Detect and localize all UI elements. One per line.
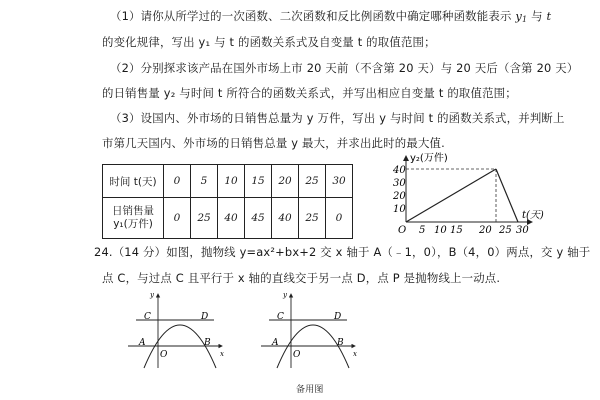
table-cell: 0: [326, 198, 353, 239]
table-cell: 25: [299, 165, 326, 198]
q1-line1: （1）请你从所学过的一次函数、二次函数和反比例函数中确定哪种函数能表示 $y_1$ 与 t: [110, 9, 552, 24]
spare-parabola-figure: [253, 290, 373, 370]
falling-segment: [496, 169, 518, 222]
table-cell: 0: [164, 165, 191, 198]
point-a-label: A: [139, 338, 146, 348]
y-label: y: [283, 291, 287, 299]
table-cell: 25: [299, 198, 326, 239]
y-tick-label: 30: [393, 178, 406, 189]
x-tick-label: 5: [419, 225, 426, 236]
y2-axis-label: y₂(万件): [410, 153, 448, 164]
table-cell: 15: [245, 165, 272, 198]
q3-line1: （3）设国内、外市场的日销售总量为 y 万件，写出 y 与时间 t 的函数关系式，并判断上: [110, 111, 565, 125]
spare-figure-caption: 备用图: [296, 385, 324, 395]
table-cell: 20: [272, 165, 299, 198]
point-d-label: D: [334, 312, 342, 322]
table-cell: 0: [164, 198, 191, 239]
point-b-label: B: [204, 338, 211, 348]
x-tick-label: 10: [434, 225, 447, 236]
y2-graph: [392, 152, 567, 237]
parabola-figure: [120, 290, 240, 370]
origin-label: O: [293, 350, 301, 360]
x-label: x: [220, 350, 224, 358]
x-tick-label: 30: [516, 225, 529, 236]
sales-header: 日销售量 y₁(万件): [103, 198, 164, 239]
point-c-label: C: [144, 312, 151, 322]
q3-line2: 市第几天国内、外市场的日销售总量 y 最大，并求出此时的最大值.: [102, 136, 445, 150]
p24-line1: 24.（14 分）如图，抛物线 y=ax²+bx+2 交 x 轴于 A（﹣1，0），B（4，0）两点，交 y 轴于: [94, 245, 591, 259]
point-d-label: D: [201, 312, 209, 322]
x-tick-label: 20: [479, 225, 492, 236]
table-cell: 40: [272, 198, 299, 239]
table-cell: 30: [326, 165, 353, 198]
table-cell: 5: [191, 165, 218, 198]
table-cell: 45: [245, 198, 272, 239]
x-label: x: [353, 350, 357, 358]
t-axis-label: t(天): [522, 210, 544, 221]
origin-label: O: [398, 225, 407, 236]
x-tick-label: 25: [499, 225, 512, 236]
q1-line2: 的变化规律，写出 y₁ 与 t 的函数关系式及自变量 t 的取值范围；: [102, 35, 436, 49]
point-b-label: B: [337, 338, 344, 348]
sales-table: [102, 164, 353, 239]
x-tick-label: 15: [450, 225, 463, 236]
point-a-label: A: [272, 338, 279, 348]
y-tick-label: 10: [393, 204, 406, 215]
sales-row: [103, 198, 353, 239]
p24-line2: 点 C，与过点 C 且平行于 x 轴的直线交于另一点 D，点 P 是抛物线上一动点.: [102, 271, 501, 285]
table-cell: 25: [191, 198, 218, 239]
y-tick-label: 40: [393, 165, 406, 176]
table-cell: 10: [218, 165, 245, 198]
y1-symbol: $y_1$: [515, 9, 528, 24]
table-cell: 40: [218, 198, 245, 239]
y-label: y: [150, 291, 154, 299]
q2-line1: （2）分别探求该产品在国外市场上市 20 天前（不含第 20 天）与 20 天后（含第 20 天）: [110, 61, 579, 75]
origin-label: O: [160, 350, 168, 360]
rising-segment: [406, 169, 496, 222]
q2-line2: 的日销售量 y₂ 与时间 t 所符合的函数关系式，并写出相应自变量 t 的取值范围；: [102, 86, 517, 100]
time-header: 时间 t(天): [103, 165, 164, 198]
time-row: [103, 165, 353, 198]
y-tick-label: 20: [393, 191, 406, 202]
point-c-label: C: [277, 312, 284, 322]
